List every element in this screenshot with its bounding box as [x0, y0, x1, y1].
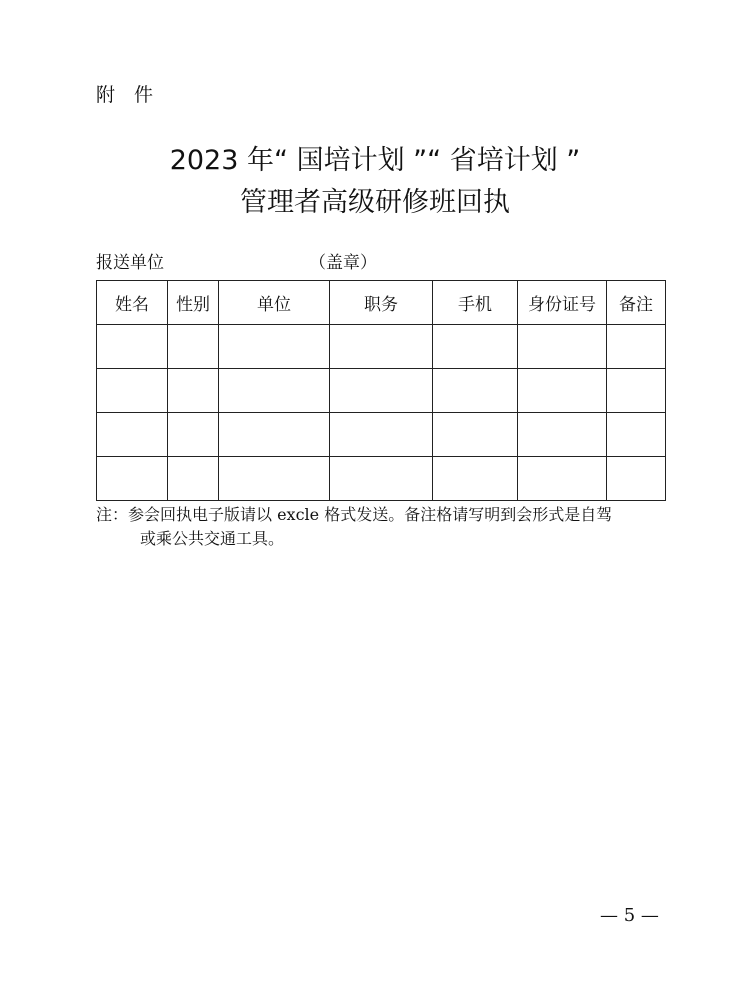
table-cell[interactable] — [518, 457, 607, 501]
table-cell[interactable] — [433, 325, 518, 369]
document-title-line1: 2023 年“ 国培计划 ”“ 省培计划 ” — [169, 145, 581, 176]
table-cell[interactable] — [433, 369, 518, 413]
footnote-line1: 注：参会回执电子版请以 excle 格式发送。备注格请写明到会形式是自驾 — [96, 505, 613, 524]
table-cell[interactable] — [168, 369, 219, 413]
table-header-row — [97, 281, 666, 325]
table-row — [97, 369, 666, 413]
table-cell[interactable] — [97, 369, 168, 413]
header-organization: 单位 — [219, 281, 330, 325]
header-id-number: 身份证号 — [518, 281, 607, 325]
table-cell[interactable] — [168, 413, 219, 457]
table-cell[interactable] — [330, 369, 433, 413]
table-cell[interactable] — [518, 413, 607, 457]
table-cell[interactable] — [168, 325, 219, 369]
roster-table — [96, 280, 666, 501]
table-cell[interactable] — [219, 413, 330, 457]
table-cell[interactable] — [607, 457, 666, 501]
table-cell[interactable] — [330, 325, 433, 369]
table-cell[interactable] — [518, 325, 607, 369]
page-number: — 5 — — [600, 905, 659, 926]
attachment-label: 附 件 — [96, 84, 154, 106]
table-row — [97, 325, 666, 369]
header-mobile: 手机 — [433, 281, 518, 325]
document-title-line2: 管理者高级研修班回执 — [240, 187, 510, 218]
table-cell[interactable] — [433, 413, 518, 457]
table-cell[interactable] — [330, 457, 433, 501]
table-cell[interactable] — [330, 413, 433, 457]
table-cell[interactable] — [97, 325, 168, 369]
header-name: 姓名 — [97, 281, 168, 325]
footnote-line2: 或乘公共交通工具。 — [140, 529, 285, 548]
stamp-label: （盖章） — [309, 253, 377, 273]
table-cell[interactable] — [518, 369, 607, 413]
header-gender: 性别 — [168, 281, 219, 325]
table-row — [97, 413, 666, 457]
table-cell[interactable] — [607, 325, 666, 369]
table-cell[interactable] — [97, 457, 168, 501]
table-cell[interactable] — [433, 457, 518, 501]
table-cell[interactable] — [607, 369, 666, 413]
table-row — [97, 457, 666, 501]
header-position: 职务 — [330, 281, 433, 325]
footnote — [96, 503, 671, 551]
table-cell[interactable] — [607, 413, 666, 457]
table-cell[interactable] — [168, 457, 219, 501]
submitter-label: 报送单位 — [96, 253, 164, 273]
table-cell[interactable] — [219, 369, 330, 413]
table-cell[interactable] — [219, 457, 330, 501]
header-remarks: 备注 — [607, 281, 666, 325]
table-cell[interactable] — [219, 325, 330, 369]
table-cell[interactable] — [97, 413, 168, 457]
